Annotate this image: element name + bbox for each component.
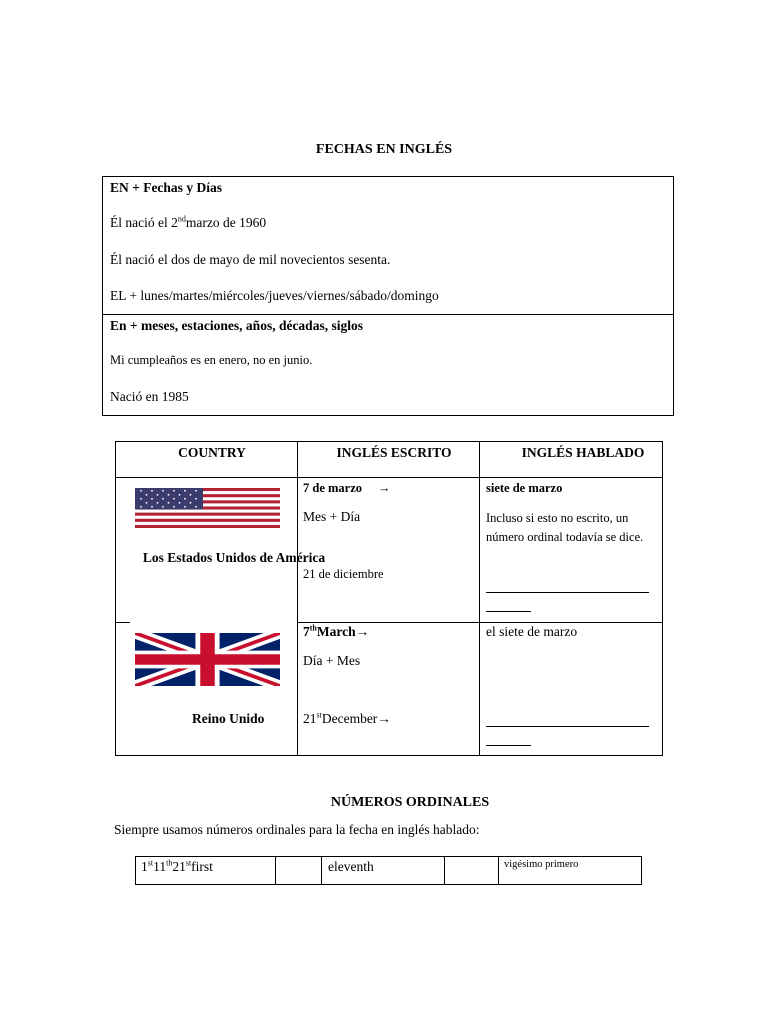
page-title: FECHAS EN INGLÉS bbox=[315, 142, 453, 157]
usa-blank-line-2 bbox=[486, 611, 531, 612]
uk-blank-line bbox=[486, 726, 649, 727]
ordinals-divider-2 bbox=[321, 856, 322, 885]
uk-written-order: Día + Mes bbox=[303, 653, 361, 668]
usa-spoken-note: Incluso si esto no escrito, un número ordinal todavía se dice. bbox=[486, 511, 644, 544]
ordinals-cell-first: 1st11th21stfirst bbox=[141, 858, 213, 874]
ordinals-divider-1 bbox=[275, 856, 276, 885]
table-col-divider-1 bbox=[297, 441, 298, 756]
usa-flag-icon bbox=[135, 488, 280, 528]
uk-blank-line-2 bbox=[486, 745, 531, 746]
ordinals-intro: Siempre usamos números ordinales para la fecha en inglés hablado: bbox=[114, 822, 480, 837]
arrow-icon: → bbox=[355, 624, 370, 639]
table-col-divider-2 bbox=[479, 441, 480, 756]
uk-written-example: 21stDecember→ bbox=[303, 710, 391, 726]
ordinals-title: NÚMEROS ORDINALES bbox=[330, 795, 490, 810]
box1-example-written: Él nació el 2ndmarzo de 1960 bbox=[110, 214, 267, 230]
header-ingles-hablado: INGLÉS HABLADO bbox=[521, 445, 645, 460]
usa-canton bbox=[135, 488, 203, 510]
usa-written-example: 21 de diciembre bbox=[303, 567, 384, 581]
arrow-icon: → bbox=[377, 711, 391, 726]
usa-country-name: Los Estados Unidos de América bbox=[142, 550, 326, 565]
rules-box-en-months bbox=[102, 314, 674, 416]
uk-spoken-date: el siete de marzo bbox=[486, 624, 578, 639]
uk-flag-icon bbox=[135, 633, 280, 686]
box1-heading: EN + Fechas y Días bbox=[110, 180, 222, 195]
uk-written-date: 7thMarch→ bbox=[303, 623, 370, 639]
box2-heading: En + meses, estaciones, años, décadas, siglos bbox=[110, 318, 363, 333]
table-row-divider-left bbox=[115, 622, 130, 623]
box1-example-spoken: Él nació el dos de mayo de mil novecientos sesenta. bbox=[110, 252, 391, 267]
uk-country-name: Reino Unido bbox=[192, 711, 265, 726]
ordinals-cell-vigesimo: vigésimo primero bbox=[504, 859, 579, 870]
usa-blank-line bbox=[486, 592, 649, 593]
rules-box-en-dates bbox=[102, 176, 674, 315]
usa-written-order: Mes + Día bbox=[303, 509, 361, 524]
usa-spoken-date: siete de marzo bbox=[486, 481, 563, 495]
header-ingles-escrito: INGLÉS ESCRITO bbox=[336, 445, 452, 460]
ordinals-divider-4 bbox=[498, 856, 499, 885]
table-row-divider bbox=[297, 622, 663, 623]
usa-written-date: 7 de marzo → bbox=[303, 481, 391, 495]
table-header-divider bbox=[115, 477, 663, 478]
header-country: COUNTRY bbox=[178, 445, 246, 460]
box1-el-rule: EL + lunes/martes/miércoles/jueves/viernes/sábado/domingo bbox=[110, 288, 439, 303]
arrow-icon: → bbox=[378, 481, 391, 495]
ordinals-cell-eleventh: eleventh bbox=[328, 859, 374, 874]
box2-example-birthday: Mi cumpleaños es en enero, no en junio. bbox=[110, 353, 313, 367]
box2-example-year: Nació en 1985 bbox=[110, 389, 189, 404]
ordinals-divider-3 bbox=[444, 856, 445, 885]
